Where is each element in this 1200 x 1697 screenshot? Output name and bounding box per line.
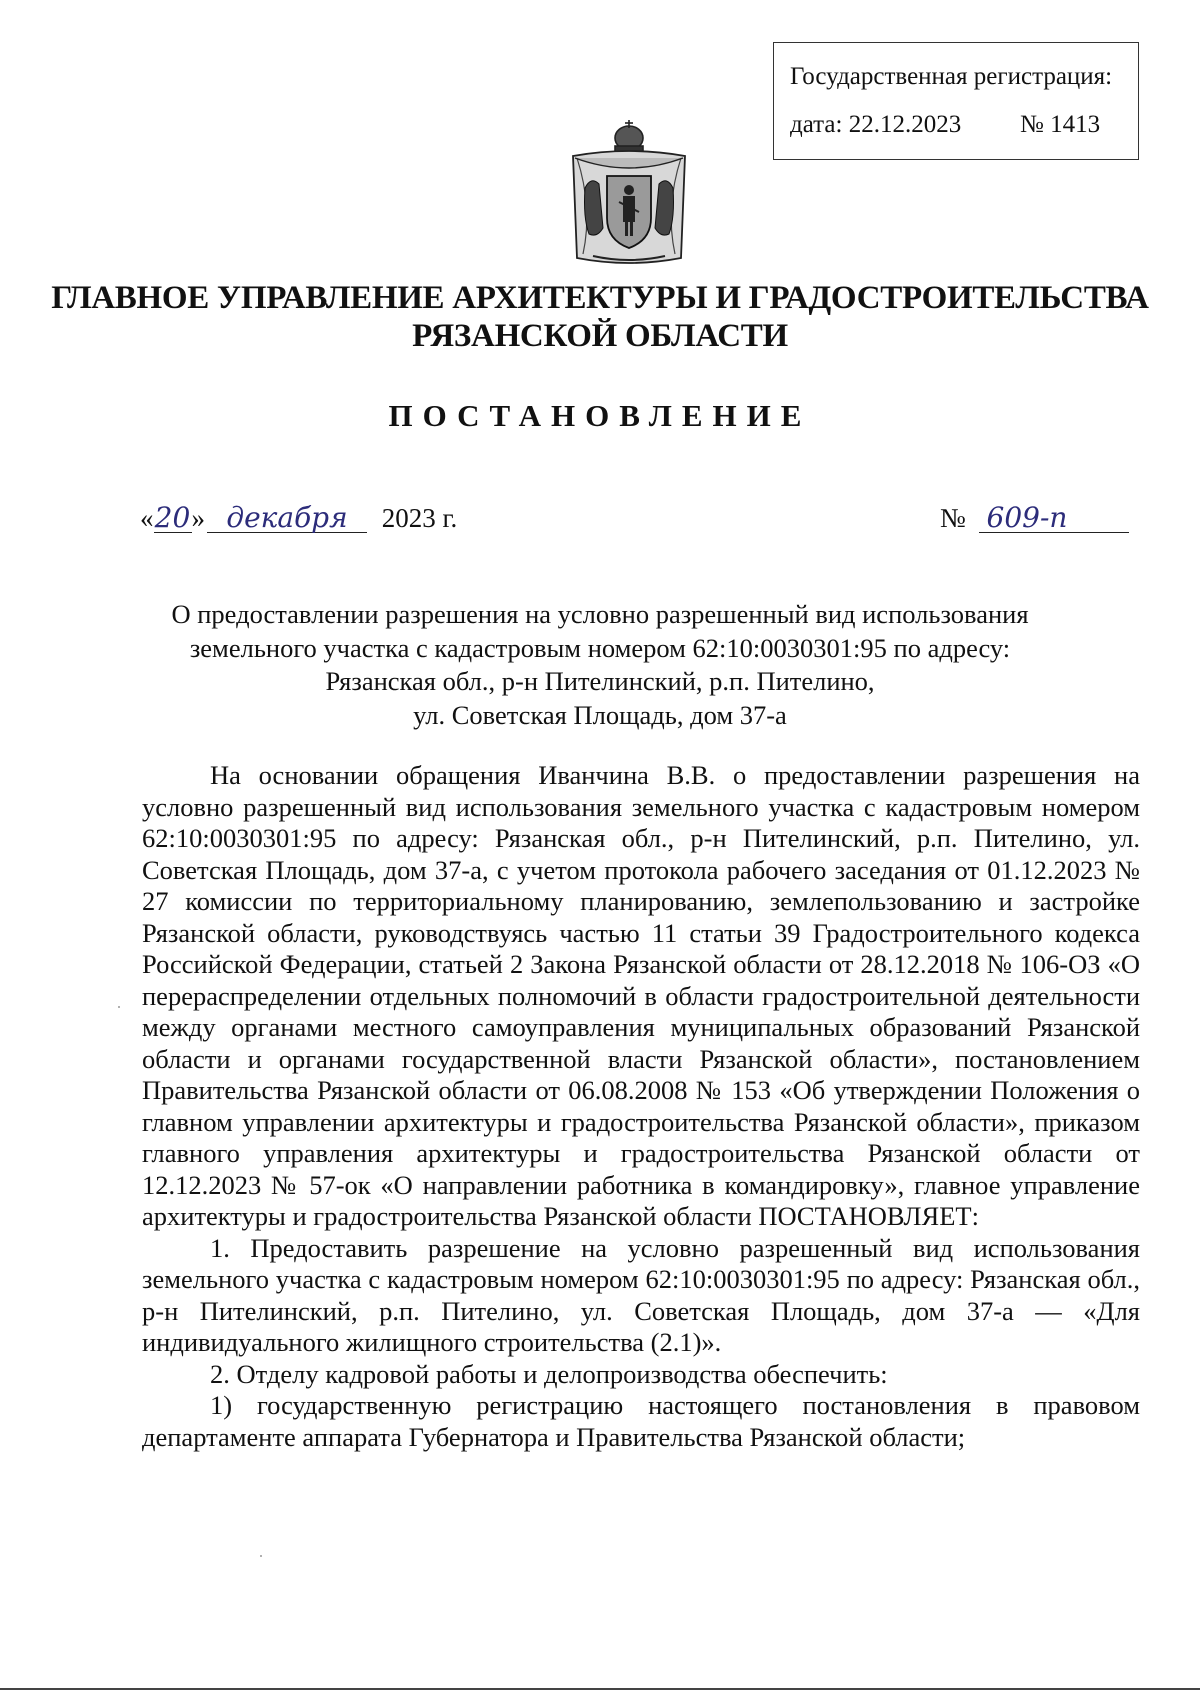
scan-speck [118, 1006, 120, 1008]
date-year: 2023 г. [381, 503, 458, 533]
document-number [940, 503, 1129, 534]
scan-speck [260, 1555, 262, 1557]
number-prefix: № [940, 503, 966, 533]
number-handwritten: 609-п [986, 501, 1068, 534]
registration-number: № 1413 [1020, 111, 1101, 138]
registration-stamp [773, 42, 1139, 160]
date-month-field [207, 503, 367, 533]
date-open-quote: « [140, 503, 154, 533]
title-line: земельного участка с кадастровым номером 62:10:0030301:95 по адресу: [189, 632, 1011, 663]
registration-date: дата: 22.12.2023 [790, 111, 962, 138]
clause-1-paragraph: 1. Предоставить разрешение на условно разрешенный вид использования земельного участка с кадастровым номером 62:10:0030301:95 по адресу: Рязанская обл., р-н Пителинский, р.п. Пителино, ул. Советская Площадь, дом 37-а — «Для индивидуального жилищного строительства (2.1)». [142, 1232, 1140, 1357]
ryazan-coat-of-arms-icon [563, 118, 695, 268]
registration-title: Государственная регистрация: [790, 63, 1113, 90]
number-field [979, 503, 1129, 533]
document-title [150, 598, 1050, 732]
organization-name-line-1: ГЛАВНОЕ УПРАВЛЕНИЕ АРХИТЕКТУРЫ И ГРАДОСТРОИТЕЛЬСТВА [51, 280, 1149, 316]
title-line: О предоставлении разрешения на условно разрешенный вид использования [171, 599, 1029, 629]
date-close-quote: » [191, 503, 205, 533]
scan-edge-line [0, 1688, 1200, 1690]
document-type-heading: ПОСТАНОВЛЕНИЕ [388, 398, 812, 433]
title-line: Рязанская обл., р-н Пителинский, р.п. Пителино, [325, 666, 875, 696]
date-day-handwritten: 20 [154, 501, 191, 534]
title-line: ул. Советская Площадь, дом 37-а [413, 699, 787, 730]
document-body [142, 760, 1140, 1453]
date-day-field [154, 503, 192, 533]
clause-2-paragraph: 2. Отделу кадровой работы и делопроизводства обеспечить: [210, 1358, 888, 1389]
preamble-paragraph: На основании обращения Иванчина В.В. о предоставлении разрешения на условно разрешенный вид использования земельного участка с кадастровым номером 62:10:0030301:95 по адресу: Рязанская обл., р-н Пителинский, р.п. Пителино, ул. Советская Площадь, дом 37-а, с учетом протокола рабочего заседания от 01.12.2023 № 27 комиссии по территориальному планированию, землепользованию и застройке Рязанской области, руководствуясь частью 11 статьи 39 Градостроительного кодекса Российской Федерации, статьей 2 Закона Рязанской области от 28.12.2018 № 106-ОЗ «О перераспределении отдельных полномочий в области градостроительной деятельности между органами местного самоуправления муниципальных образований Рязанской области и органами государственной власти Рязанской области», постановлением Правительства Рязанской области от 06.08.2008 № 153 «Об утверждении Положения о главном управлении архитектуры и градостроительства Рязанской области», приказом главного управления архитектуры и градостроительства Рязанской области от 12.12.2023 № 57-ок «О направлении работника в командировку», главное управление архитектуры и градостроительства Рязанской области ПОСТАНОВЛЯЕТ: [142, 760, 1140, 1231]
organization-name-line-2: РЯЗАНСКОЙ ОБЛАСТИ [412, 318, 788, 354]
date-month-handwritten: декабря [226, 501, 348, 534]
clause-2-1-paragraph: 1) государственную регистрацию настоящего постановления в правовом департаменте аппарата Губернатора и Правительства Рязанской области; [142, 1390, 1140, 1452]
document-date [140, 503, 457, 534]
